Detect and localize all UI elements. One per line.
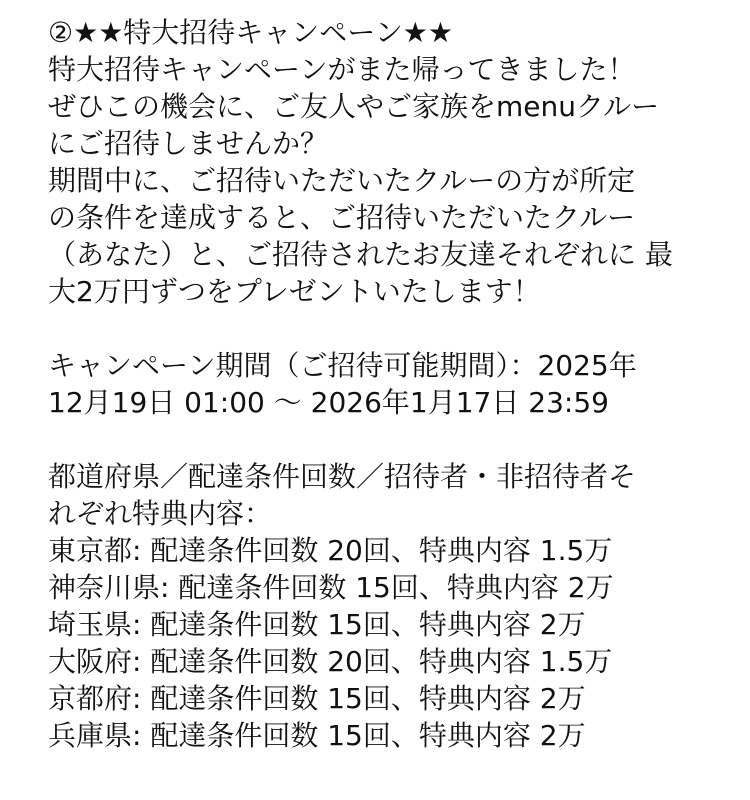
blank-line [48,421,738,458]
intro-line: 期間中に、ご招待いただいたクルーの方が所定 [48,164,636,197]
intro-line: 特大招待キャンペーンがまた帰ってきました！ [48,53,636,86]
campaign-heading: ②★★特大招待キャンペーン★★ [48,16,453,49]
intro-line: にご招待しませんか？ [48,127,329,160]
prefecture-row-saitama: 埼玉県: 配達条件回数 15回、特典内容 2万 [48,608,586,641]
intro-line: ぜひこの機会に、ご友人やご家族をmenuクルー [48,90,660,123]
period-line: キャンペーン期間（ご招待可能期間）：2025年 [48,349,637,382]
blank-line [48,310,738,347]
prefecture-row-hyogo: 兵庫県: 配達条件回数 15回、特典内容 2万 [48,719,586,752]
prefecture-row-kanagawa: 神奈川県: 配達条件回数 15回、特典内容 2万 [48,571,614,604]
table-heading-line: 都道府県／配達条件回数／招待者・非招待者そ [48,460,637,493]
prefecture-row-osaka: 大阪府: 配達条件回数 20回、特典内容 1.5万 [48,645,613,678]
table-heading-line: れぞれ特典内容： [48,497,273,530]
prefecture-list [48,532,738,754]
intro-line: 大2万円ずつをプレゼントいたします！ [48,275,541,308]
intro-line: の条件を達成すると、ご招待いただいたクルー [48,201,636,234]
prefecture-row-tokyo: 東京都: 配達条件回数 20回、特典内容 1.5万 [48,534,613,567]
prefecture-table-heading [48,458,738,532]
campaign-post [48,14,738,754]
campaign-period [48,347,738,421]
intro-paragraph [48,51,738,310]
prefecture-row-kyoto: 京都府: 配達条件回数 15回、特典内容 2万 [48,682,586,715]
intro-line: （あなた）と、ご招待されたお友達それぞれに 最 [48,238,673,271]
period-line: 12月19日 01:00 〜 2026年1月17日 23:59 [48,386,609,419]
